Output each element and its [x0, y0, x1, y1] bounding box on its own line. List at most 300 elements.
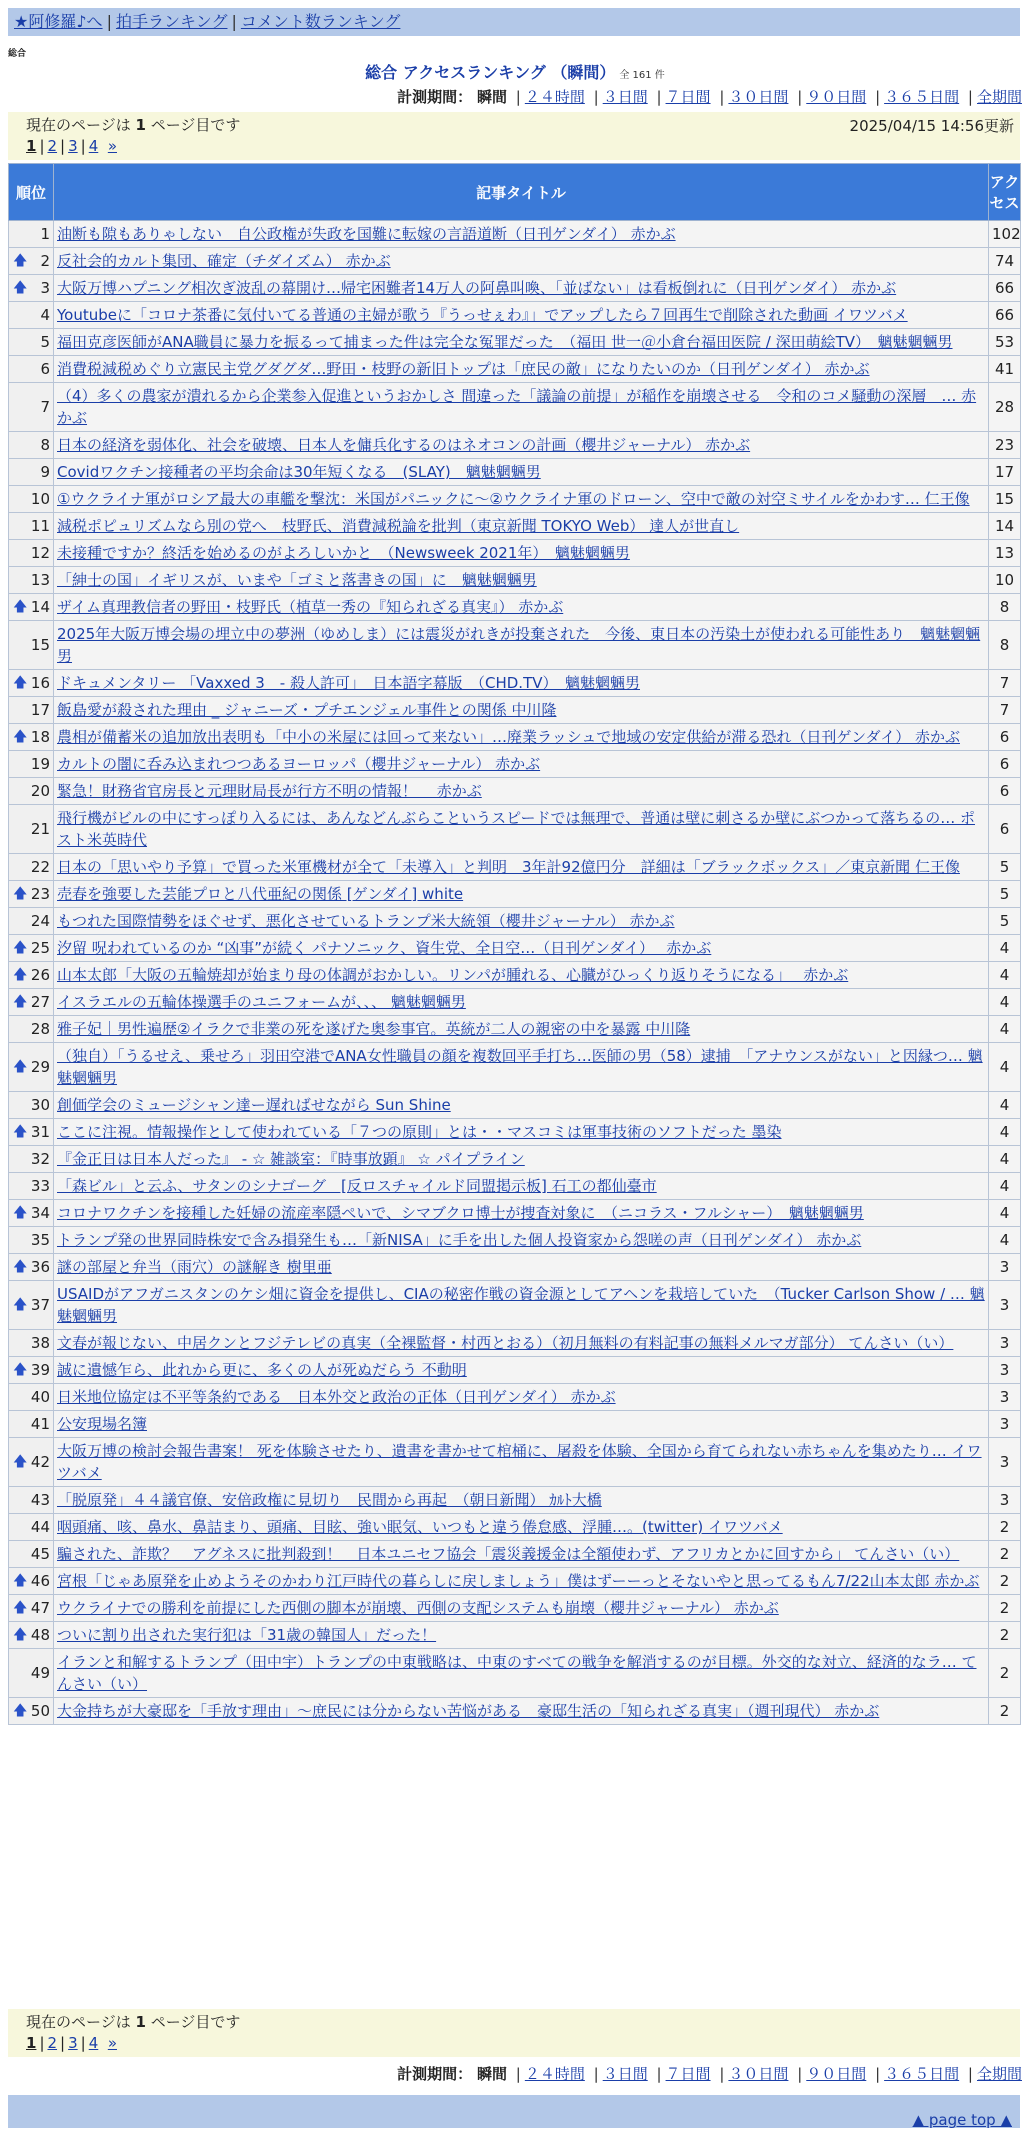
up-arrow-icon: 🡅: [13, 940, 28, 956]
access-count: 14: [989, 513, 1021, 540]
access-count: 3: [989, 1384, 1021, 1411]
title-cell: [54, 1411, 989, 1438]
rank-cell: [9, 1043, 54, 1092]
home-link[interactable]: ★阿修羅♪へ: [14, 12, 103, 31]
rank-cell: [9, 670, 54, 697]
up-arrow-icon: 🡅: [13, 1362, 28, 1378]
access-count: 3: [989, 1281, 1021, 1330]
title-cell: [54, 1173, 989, 1200]
title-cell: [54, 962, 989, 989]
table-row: [9, 778, 1021, 805]
rank-cell: [9, 1541, 54, 1568]
rank-number: 33: [30, 1177, 50, 1195]
article-link[interactable]: ここに注視。情報操作として使われている「７つの原則」とは・・マスコミは軍事技術のソフトだった 墨染: [57, 1123, 782, 1141]
table-row: [9, 1622, 1021, 1649]
article-link[interactable]: 大金持ちが大豪邸を「手放す理由」～庶民には分からない苦悩がある 豪邸生活の「知られざる真実」（週刊現代） 赤かぶ: [57, 1702, 880, 1720]
updated-timestamp: 2025/04/15 14:56更新: [849, 117, 1014, 135]
rank-cell: [9, 1200, 54, 1227]
period-link-30d[interactable]: ３０日間: [728, 88, 789, 106]
column-header-count: アクセス: [989, 164, 1021, 221]
title-cell: [54, 1487, 989, 1514]
access-count: 6: [989, 778, 1021, 805]
article-link[interactable]: 文春が報じない、中居クンとフジテレビの真実（全裸監督・村西とおる）（初月無料の有料記事の無料メルマガ部分） てんさい（い）: [57, 1334, 954, 1352]
title-cell: [54, 1227, 989, 1254]
table-row: [9, 513, 1021, 540]
title-cell: [54, 805, 989, 854]
article-link[interactable]: 2025年大阪万博会場の埋立中の夢洲（ゆめしま）には震災がれきが投棄された 今後、東日本の汚染土が使われる可能性あり 魑魅魍魎男: [57, 625, 981, 665]
access-count: 41: [989, 356, 1021, 383]
rank-number: 48: [30, 1626, 50, 1644]
article-link[interactable]: イスラエルの五輪体操選手のユニフォームが、、、 魑魅魍魎男: [57, 993, 466, 1011]
rank-cell: [9, 275, 54, 302]
rank-number: 18: [30, 728, 50, 746]
rank-number: 1: [40, 225, 50, 243]
up-arrow-icon: 🡅: [13, 253, 28, 269]
article-link[interactable]: 油断も隙もありゃしない 自公政権が失政を国難に転嫁の言語道断（日刊ゲンダイ） 赤かぶ: [57, 225, 676, 243]
heading-title: 総合 アクセスランキング （瞬間）: [365, 63, 616, 82]
up-arrow-icon: 🡅: [13, 1703, 28, 1719]
page-link-4-bottom[interactable]: 4: [88, 2034, 99, 2052]
title-cell: [54, 1281, 989, 1330]
rank-cell: [9, 383, 54, 432]
period-link-24h[interactable]: ２４時間: [524, 88, 585, 106]
rank-number: 27: [30, 993, 50, 1011]
rank-cell: [9, 1698, 54, 1725]
access-count: 102: [989, 221, 1021, 248]
rank-cell: [9, 540, 54, 567]
total-count: 全 161 件: [619, 70, 665, 81]
title-cell: [54, 1357, 989, 1384]
rank-cell: [9, 1411, 54, 1438]
table-row: [9, 1438, 1021, 1487]
access-count: 6: [989, 751, 1021, 778]
up-arrow-icon: 🡅: [13, 1600, 28, 1616]
title-cell: [54, 1043, 989, 1092]
title-cell: [54, 724, 989, 751]
page-info-bottom: [8, 2009, 1020, 2057]
rank-cell: [9, 1092, 54, 1119]
access-count: 3: [989, 1411, 1021, 1438]
table-row: [9, 540, 1021, 567]
pagination-top: 1 | 2 | 3 | 4 »: [26, 137, 117, 155]
article-link[interactable]: Youtubeに「コロナ茶番に気付いてる普通の主婦が歌う『うっせぇわ』」でアップしたら７回再生で削除された動画 イワツバメ: [57, 306, 908, 324]
access-count: 2: [989, 1595, 1021, 1622]
access-count: 4: [989, 989, 1021, 1016]
period-link-24h-bottom[interactable]: ２４時間: [524, 2065, 585, 2083]
table-row: [9, 751, 1021, 778]
rank-cell: [9, 908, 54, 935]
article-link[interactable]: ドキュメンタリー 「Vaxxed 3 - 殺人許可」 日本語字幕版 （CHD.TV） 魑魅魍魎男: [57, 674, 640, 692]
table-row: [9, 1541, 1021, 1568]
rank-cell: [9, 356, 54, 383]
table-row: [9, 486, 1021, 513]
access-count: 4: [989, 935, 1021, 962]
rank-number: 50: [30, 1702, 50, 1720]
rank-cell: [9, 1281, 54, 1330]
period-selector-bottom: 計測期間： 瞬間 | ２４時間 | ３日間 | ７日間 | ３０日間 | ９０日間 | ３６５日間 | 全期間: [397, 2065, 1022, 2083]
title-cell: [54, 1016, 989, 1043]
period-link-all-bottom[interactable]: 全期間: [976, 2065, 1022, 2083]
table-row: [9, 1330, 1021, 1357]
rank-number: 43: [30, 1491, 50, 1509]
title-cell: [54, 459, 989, 486]
up-arrow-icon: 🡅: [13, 1297, 28, 1313]
rank-cell: [9, 1595, 54, 1622]
article-link[interactable]: ザイム真理教信者の野田・枝野氏（植草一秀の『知られざる真実』） 赤かぶ: [57, 598, 564, 616]
article-link[interactable]: 消費税減税めぐり立憲民主党グダグダ…野田・枝野の新旧トップは「庶民の敵」になりたいのか（日刊ゲンダイ） 赤かぶ: [57, 360, 870, 378]
access-count: 7: [989, 670, 1021, 697]
up-arrow-icon: 🡅: [13, 280, 28, 296]
rank-number: 5: [40, 333, 50, 351]
rank-cell: [9, 1568, 54, 1595]
pagination-bottom: 1 | 2 | 3 | 4 »: [26, 2034, 117, 2052]
access-count: 66: [989, 275, 1021, 302]
rank-cell: [9, 724, 54, 751]
rank-number: 46: [30, 1572, 50, 1590]
table-row: [9, 275, 1021, 302]
access-count: 4: [989, 1146, 1021, 1173]
title-cell: [54, 248, 989, 275]
article-link[interactable]: 日本の経済を弱体化、社会を破壊、日本人を傭兵化するのはネオコンの計画（櫻井ジャーナル） 赤かぶ: [57, 436, 751, 454]
rank-cell: [9, 221, 54, 248]
rank-cell: [9, 854, 54, 881]
rank-cell: [9, 1016, 54, 1043]
page-link-2[interactable]: 2: [47, 137, 58, 155]
access-count: 3: [989, 1438, 1021, 1487]
page-top-link[interactable]: ▲ page top ▲: [912, 2111, 1012, 2129]
table-row: [9, 805, 1021, 854]
rank-number: 14: [30, 598, 50, 616]
article-link[interactable]: ついに割り出された実行犯は「31歳の韓国人」だった！: [57, 1626, 437, 1644]
rank-number: 17: [30, 701, 50, 719]
rank-number: 22: [30, 858, 50, 876]
rank-number: 2: [40, 252, 50, 270]
page-info-text: 現在のページは 1 ページ目です: [26, 116, 241, 134]
article-link[interactable]: 未接種ですか？終活を始めるのがよろしいかと （Newsweek 2021年） 魑魅魍魎男: [57, 544, 630, 562]
article-link[interactable]: 宮根「じゃあ原発を止めようそのかわり江戸時代の暮らしに戻しましょう」僕はずーーっとそないやと思ってるもん7/22山本太郎 赤かぶ: [57, 1572, 980, 1590]
rank-cell: [9, 1146, 54, 1173]
article-link[interactable]: もつれた国際情勢をほぐせず、悪化させているトランプ米大統領（櫻井ジャーナル） 赤かぶ: [57, 912, 675, 930]
table-row: [9, 1092, 1021, 1119]
access-count: 4: [989, 1016, 1021, 1043]
title-cell: [54, 275, 989, 302]
title-cell: [54, 854, 989, 881]
title-cell: [54, 302, 989, 329]
access-count: 3: [989, 1487, 1021, 1514]
table-row: [9, 621, 1021, 670]
period-link-7d-bottom[interactable]: ７日間: [665, 2065, 711, 2083]
access-count: 5: [989, 854, 1021, 881]
access-count: 2: [989, 1514, 1021, 1541]
access-count: 53: [989, 329, 1021, 356]
article-link[interactable]: 雅子妃｜男性遍歴②イラクで非業の死を遂げた奥参事官。英統が二人の親密の中を暴露 中川隆: [57, 1020, 691, 1038]
access-count: 4: [989, 962, 1021, 989]
rank-cell: [9, 459, 54, 486]
access-count: 2: [989, 1541, 1021, 1568]
access-count: 8: [989, 594, 1021, 621]
rank-cell: [9, 432, 54, 459]
column-header-title: 記事タイトル: [54, 164, 989, 221]
rank-number: 13: [30, 571, 50, 589]
article-link[interactable]: 汐留 呪われているのか “凶事”が続く パナソニック、資生党、全日空…（日刊ゲンダイ） 赤かぶ: [57, 939, 712, 957]
rank-cell: [9, 513, 54, 540]
access-count: 4: [989, 1200, 1021, 1227]
current-page: 1: [26, 137, 37, 155]
rank-number: 31: [30, 1123, 50, 1141]
rank-number: 8: [40, 436, 50, 454]
table-row: [9, 724, 1021, 751]
up-arrow-icon: 🡅: [13, 994, 28, 1010]
table-row: [9, 1487, 1021, 1514]
access-count: 6: [989, 724, 1021, 751]
access-count: 2: [989, 1698, 1021, 1725]
title-cell: [54, 486, 989, 513]
title-cell: [54, 751, 989, 778]
rank-number: 10: [30, 490, 50, 508]
rank-cell: [9, 935, 54, 962]
rank-cell: [9, 1173, 54, 1200]
table-row: [9, 383, 1021, 432]
access-count: 2: [989, 1568, 1021, 1595]
access-count: 15: [989, 486, 1021, 513]
rank-number: 40: [30, 1388, 50, 1406]
article-link[interactable]: （4）多くの農家が潰れるから企業参入促進というおかしさ 間違った「議論の前提」が稲作を崩壊させる 令和のコメ騒動の深層 … 赤かぶ: [57, 387, 977, 427]
table-row: [9, 1698, 1021, 1725]
rank-number: 20: [30, 782, 50, 800]
rank-cell: [9, 805, 54, 854]
article-link[interactable]: 騙された、詐欺？ アグネスに批判殺到！ 日本ユニセフ協会「震災義援金は全額使わず、アフリカとかに回すから」 てんさい（い）: [57, 1545, 960, 1563]
article-link[interactable]: ウクライナでの勝利を前提にした西側の脚本が崩壊、西側の支配システムも崩壊（櫻井ジャーナル） 赤かぶ: [57, 1599, 779, 1617]
up-arrow-icon: 🡅: [13, 1124, 28, 1140]
article-link[interactable]: 大阪万博の検討会報告書案！ 死を体験させたり、遺書を書かせて棺桶に、屠殺を体験、全国から育てられない赤ちゃんを集めたり… イワツバメ: [57, 1442, 982, 1482]
ranking-table: [8, 163, 1021, 1725]
rank-number: 12: [30, 544, 50, 562]
table-row: [9, 1146, 1021, 1173]
table-row: [9, 1357, 1021, 1384]
period-link-365d[interactable]: ３６５日間: [884, 88, 960, 106]
title-cell: [54, 1698, 989, 1725]
article-link[interactable]: 福田克彦医師がANA職員に暴力を振るって捕まった件は完全な冤罪だった （福田 世一＠小倉台福田医院 / 深田萌絵TV） 魑魅魍魎男: [57, 333, 953, 351]
title-cell: [54, 1254, 989, 1281]
article-link[interactable]: 飛行機がビルの中にすっぽり入るには、あんなどんぶらこというスピードでは無理で、普通は壁に刺さるか壁にぶつかって落ちるの… ポスト米英時代: [57, 809, 975, 849]
table-row: [9, 1649, 1021, 1698]
rank-number: 25: [30, 939, 50, 957]
title-cell: [54, 908, 989, 935]
title-cell: [54, 697, 989, 724]
article-link[interactable]: トランプ発の世界同時株安で含み損発生も…「新NISA」に手を出した個人投資家から怨嗟の声（日刊ゲンダイ） 赤かぶ: [57, 1231, 862, 1249]
table-row: [9, 221, 1021, 248]
table-row: [9, 697, 1021, 724]
article-link[interactable]: ①ウクライナ軍がロシア最大の車艦を撃沈：米国がパニックに～②ウクライナ軍のドローン、空中で敵の対空ミサイルをかわす… 仁王像: [57, 490, 970, 508]
rank-number: 21: [30, 820, 50, 838]
title-cell: [54, 881, 989, 908]
title-cell: [54, 935, 989, 962]
article-link[interactable]: 誠に遺憾乍ら、此れから更に、多くの人が死ぬだらう 不動明: [57, 1361, 467, 1379]
rank-number: 45: [30, 1545, 50, 1563]
rank-number: 3: [40, 279, 50, 297]
title-cell: [54, 1384, 989, 1411]
title-cell: [54, 1514, 989, 1541]
table-row: [9, 1016, 1021, 1043]
rank-cell: [9, 486, 54, 513]
rank-cell: [9, 1227, 54, 1254]
current-page-bottom: 1: [26, 2034, 37, 2052]
table-row: [9, 962, 1021, 989]
period-link-90d[interactable]: ９０日間: [806, 88, 867, 106]
page-title: [0, 60, 1030, 83]
rank-cell: [9, 302, 54, 329]
article-link[interactable]: 「脱原発」４４議官僚、安倍政権に見切り 民間から再起 （朝日新聞） ｶﾙﾄ大橋: [57, 1491, 602, 1509]
title-cell: [54, 1622, 989, 1649]
article-link[interactable]: 日米地位協定は不平等条約である 日本外交と政治の正体（日刊ゲンダイ） 赤かぶ: [57, 1388, 616, 1406]
article-link[interactable]: 減税ポピュリズムなら別の党へ 枝野氏、消費減税論を批判（東京新聞 TOKYO Web） 達人が世直し: [57, 517, 740, 535]
page-link-2-bottom[interactable]: 2: [47, 2034, 58, 2052]
title-cell: [54, 1146, 989, 1173]
period-link-365d-bottom[interactable]: ３６５日間: [884, 2065, 960, 2083]
table-row: [9, 1384, 1021, 1411]
title-cell: [54, 1595, 989, 1622]
article-link[interactable]: （独自）「うるせえ、乗せろ」羽田空港でANA女性職員の顔を複数回平手打ち…医師の男（58）逮捕 「アナウンスがない」と因縁つ… 魑魅魍魎男: [57, 1047, 983, 1087]
article-link[interactable]: カルトの闇に呑み込まれつつあるヨーロッパ（櫻井ジャーナル） 赤かぶ: [57, 755, 541, 773]
access-count: 10: [989, 567, 1021, 594]
period-label: 計測期間：: [397, 88, 473, 106]
period-label-bottom: 計測期間：: [397, 2065, 473, 2083]
rank-number: 41: [30, 1415, 50, 1433]
table-row: [9, 989, 1021, 1016]
title-cell: [54, 329, 989, 356]
access-count: 4: [989, 1092, 1021, 1119]
rank-number: 6: [40, 360, 50, 378]
access-count: 74: [989, 248, 1021, 275]
rank-number: 42: [30, 1453, 50, 1471]
article-link[interactable]: 「森ビル」と云ふ、サタンのシナゴーグ [反ロスチャイルド同盟掲示板] 石工の都仙臺市: [57, 1177, 657, 1195]
title-cell: [54, 594, 989, 621]
up-arrow-icon: 🡅: [13, 1059, 28, 1075]
access-count: 4: [989, 1173, 1021, 1200]
article-link[interactable]: 公安現場名簿: [57, 1415, 148, 1433]
up-arrow-icon: 🡅: [13, 675, 28, 691]
rank-cell: [9, 594, 54, 621]
next-page-link[interactable]: »: [107, 137, 117, 155]
up-arrow-icon: 🡅: [13, 1454, 28, 1470]
page-link-4[interactable]: 4: [88, 137, 99, 155]
table-row: [9, 935, 1021, 962]
article-link[interactable]: 農相が備蓄米の追加放出表明も「中小の米屋には回って来ない」…廃業ラッシュで地域の安定供給が滞る恐れ（日刊ゲンダイ） 赤かぶ: [57, 728, 960, 746]
rank-number: 29: [30, 1058, 50, 1076]
title-cell: [54, 1119, 989, 1146]
period-current: 瞬間: [476, 88, 507, 106]
table-row: [9, 1281, 1021, 1330]
access-count: 13: [989, 540, 1021, 567]
table-row: [9, 881, 1021, 908]
table-row: [9, 1595, 1021, 1622]
up-arrow-icon: 🡅: [13, 886, 28, 902]
article-link[interactable]: 「紳士の国」イギリスが、いまや「ゴミと落書きの国」に 魑魅魍魎男: [57, 571, 537, 589]
article-link[interactable]: 『金正日は日本人だった』 - ☆ 雑談室：『時事放顕』 ☆ パイプライン: [57, 1150, 525, 1168]
access-count: 6: [989, 805, 1021, 854]
rank-cell: [9, 1254, 54, 1281]
access-count: 66: [989, 302, 1021, 329]
period-link-3d[interactable]: ３日間: [602, 88, 648, 106]
title-cell: [54, 1541, 989, 1568]
next-page-link-bottom[interactable]: »: [107, 2034, 117, 2052]
article-link[interactable]: コロナワクチンを接種した妊婦の流産率隠ぺいで、シマブクロ博士が捜査対象に （ニコラス・フルシャー） 魑魅魍魎男: [57, 1204, 864, 1222]
rank-number: 30: [30, 1096, 50, 1114]
rank-cell: [9, 1330, 54, 1357]
title-cell: [54, 989, 989, 1016]
period-link-3d-bottom[interactable]: ３日間: [602, 2065, 648, 2083]
period-link-90d-bottom[interactable]: ９０日間: [806, 2065, 867, 2083]
rank-number: 47: [30, 1599, 50, 1617]
title-cell: [54, 1568, 989, 1595]
article-link[interactable]: 飯島愛が殺された理由 _ ジャニーズ・プチエンジェル事件との関係 中川隆: [57, 701, 557, 719]
article-link[interactable]: 謎の部屋と弁当（雨穴）の謎解き 樹里亜: [57, 1258, 332, 1276]
period-selector-top: 計測期間： 瞬間 | ２４時間 | ３日間 | ７日間 | ３０日間 | ９０日間 | ３６５日間 | 全期間: [397, 88, 1022, 106]
access-count: 8: [989, 621, 1021, 670]
article-link[interactable]: 大阪万博ハプニング相次ぎ波乱の幕開け…帰宅困難者14万人の阿鼻叫喚、「並ばない」は看板倒れに（日刊ゲンダイ） 赤かぶ: [57, 279, 897, 297]
article-link[interactable]: 創価学会のミュージシャン達ー遅ればせながら Sun Shine: [57, 1096, 451, 1114]
access-count: 3: [989, 1357, 1021, 1384]
period-link-7d[interactable]: ７日間: [665, 88, 711, 106]
period-link-30d-bottom[interactable]: ３０日間: [728, 2065, 789, 2083]
rank-cell: [9, 1357, 54, 1384]
rank-cell: [9, 751, 54, 778]
access-count: 4: [989, 1227, 1021, 1254]
article-link[interactable]: USAIDがアフガニスタンのケシ畑に資金を提供し、CIAの秘密作戦の資金源としてアヘンを栽培していた （Tucker Carlson Show / … 魑魅魍魎男: [57, 1285, 985, 1325]
article-link[interactable]: Covidワクチン接種者の平均余命は30年短くなる (SLAY) 魑魅魍魎男: [57, 463, 541, 481]
table-row: [9, 908, 1021, 935]
article-link[interactable]: 咽頭痛、咳、鼻水、鼻詰まり、頭痛、目眩、強い眠気、いつもと違う倦怠感、浮腫…。(twitter) イワツバメ: [57, 1518, 783, 1536]
rank-number: 9: [40, 463, 50, 481]
bottom-bar: [8, 2095, 1020, 2128]
page-info-top: [8, 112, 1020, 160]
article-link[interactable]: 日本の「思いやり予算」で買った米軍機材が全て「未導入」と判明 3年計92億円分 詳細は「ブラックボックス」／東京新聞 仁王像: [57, 858, 960, 876]
rank-cell: [9, 1514, 54, 1541]
article-link[interactable]: 反社会的カルト集団、確定（チダイズム） 赤かぶ: [57, 252, 391, 270]
period-link-all[interactable]: 全期間: [976, 88, 1022, 106]
access-count: 7: [989, 697, 1021, 724]
title-cell: [54, 1438, 989, 1487]
comment-ranking-link[interactable]: コメント数ランキング: [240, 12, 401, 31]
title-cell: [54, 432, 989, 459]
rank-number: 11: [30, 517, 50, 535]
table-row: [9, 329, 1021, 356]
article-link[interactable]: イランと和解するトランプ（田中宇）トランプの中東戦略は、中東のすべての戦争を解消するのが目標。外交的な対立、経済的なラ… てんさい（い）: [57, 1653, 977, 1693]
up-arrow-icon: 🡅: [13, 729, 28, 745]
access-count: 2: [989, 1649, 1021, 1698]
top-nav-bar: ★阿修羅♪へ | 拍手ランキング | コメント数ランキング: [8, 8, 1020, 36]
page-info-text-bottom: 現在のページは 1 ページ目です: [26, 2013, 241, 2031]
rank-number: 35: [30, 1231, 50, 1249]
rank-number: 49: [30, 1664, 50, 1682]
table-row: [9, 1568, 1021, 1595]
page-link-3-bottom[interactable]: 3: [68, 2034, 78, 2052]
rank-number: 16: [30, 674, 50, 692]
article-link[interactable]: 売春を強要した芸能プロと八代亜紀の関係 [ゲンダイ] white: [57, 885, 464, 903]
page-link-3[interactable]: 3: [68, 137, 78, 155]
title-cell: [54, 621, 989, 670]
article-link[interactable]: 緊急！財務省官房長と元理財局長が行方不明の情報！ 赤かぶ: [57, 782, 482, 800]
title-cell: [54, 513, 989, 540]
rank-number: 36: [30, 1258, 50, 1276]
table-row: [9, 1119, 1021, 1146]
rank-cell: [9, 778, 54, 805]
title-cell: [54, 778, 989, 805]
rank-cell: [9, 989, 54, 1016]
article-link[interactable]: 山本太郎「大阪の五輪焼却が始まり母の体調がおかしい。リンパが腫れる、心臓がひっくり返りそうになる」 赤かぶ: [57, 966, 849, 984]
rank-number: 44: [30, 1518, 50, 1536]
applause-ranking-link[interactable]: 拍手ランキング: [115, 12, 228, 31]
